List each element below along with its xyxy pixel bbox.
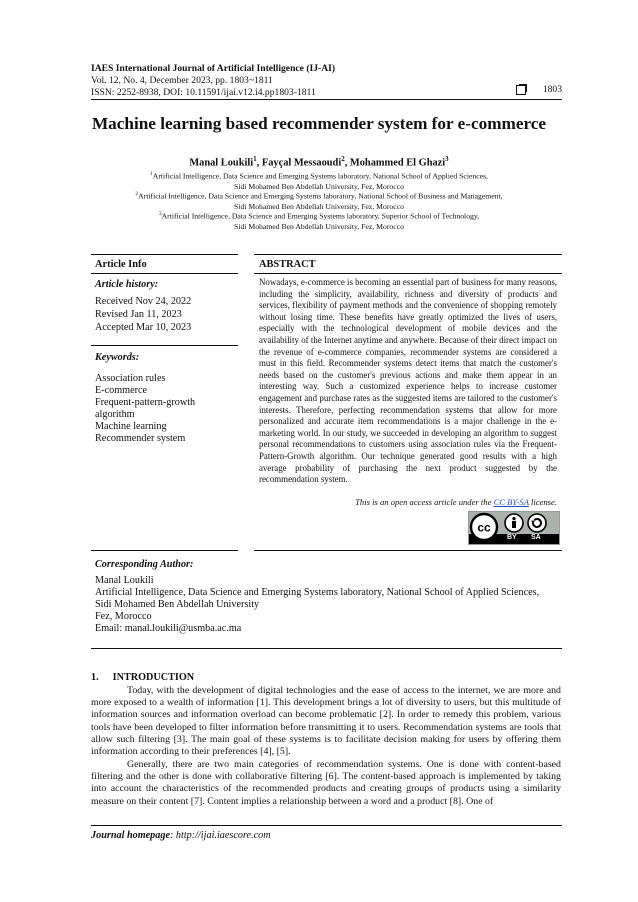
affiliation-sup: 1 [150, 171, 153, 177]
author-name: Fayçal Messaoudi [261, 157, 342, 169]
cc-by-sa-link[interactable]: CC BY-SA [493, 497, 529, 507]
keyword-item: Machine learning [95, 421, 167, 432]
keywords-heading: Keywords: [95, 352, 140, 363]
paper-title: Machine learning based recommender system for e-commerce [91, 114, 547, 133]
journal-volume: Vol. 12, No. 4, December 2023, pp. 1803~1811 [91, 75, 273, 86]
homepage-url[interactable]: : http://ijai.iaescore.com [169, 830, 271, 841]
author-name: Mohammed El Ghazi [349, 157, 446, 169]
corresponding-city: Fez, Morocco [95, 611, 152, 623]
article-info-rule [91, 273, 238, 274]
corresponding-name: Manal Loukili [95, 575, 154, 586]
author-sup: 2 [341, 155, 345, 163]
author-name: Manal Loukili [189, 157, 254, 169]
intro-paragraph-1: Today, with the development of digital technologies and the ease of access to the internet, we are more and more exposed to a wealth of information [1]. This development brings a lot of diversity to users, but this multitude of information sources and information overload can become problematic [2]. In order to remedy this problem, various tools have been developed to filter information before transmitting it to users. Recommendation systems are tools that allow such filtering [3]. The main goal of these systems is to facilitate decision making for users by offering them information according to their preferences [4], [5]. [91, 685, 561, 758]
copy-pages-icon [516, 85, 526, 95]
author-sep: , [344, 157, 350, 169]
affiliation-3 [60, 209, 578, 232]
keywords-rule [91, 345, 238, 346]
homepage-label: Journal homepage [91, 830, 170, 841]
affiliation-line: Artificial Intelligence, Data Science and Emerging Systems laboratory, National School of Business and Management, [138, 191, 503, 201]
keyword-item: Association rules [95, 373, 166, 384]
intro-number: 1. [91, 672, 99, 683]
license-prefix: This is an open access article under the [355, 497, 494, 507]
abstract-heading: ABSTRACT [259, 259, 316, 270]
author-sup: 3 [445, 155, 449, 163]
keyword-item: Frequent-pattern-growth [95, 397, 196, 408]
author-sup: 1 [253, 155, 257, 163]
history-heading: Article history: [95, 279, 159, 290]
keyword-item: Recommender system [95, 433, 186, 444]
corresponding-email: Email: manal.loukili@usmba.ac.ma [95, 623, 242, 635]
affiliation-line: Sidi Mohamed Ben Abdellah University, Fez, Morocco [234, 221, 404, 231]
header-rule [91, 99, 562, 100]
journal-homepage [91, 830, 271, 841]
journal-name: IAES International Journal of Artificial Intelligence (IJ-AI) [91, 63, 336, 74]
page-number: 1803 [542, 84, 562, 95]
corresponding-affiliation: Artificial Intelligence, Data Science and Emerging Systems laboratory, National School of Applied Sciences, [95, 587, 540, 599]
corresponding-rule [91, 648, 562, 649]
cc-by-sa-badge[interactable] [468, 511, 560, 545]
received-date: Received Nov 24, 2022 [95, 296, 192, 307]
badge-by-label: BY [507, 534, 517, 541]
author-list [0, 155, 638, 168]
abstract-rule-top [254, 254, 562, 255]
intro-paragraph-2: Generally, there are two main categories of recommendation systems. One is done with content-based filtering and the other is done with collaborative filtering [6]. The content-based approach is implemented by taking into account the characteristics of the recommended products and creating groups of products using a similarity measure on their content [7]. Content implies a relationship between a word and a product [8]. One of [91, 759, 561, 807]
footer-rule [91, 825, 562, 826]
affiliation-sup: 2 [135, 191, 139, 197]
license-suffix: license. [528, 497, 557, 507]
article-info-rule-bottom [91, 550, 238, 551]
author-sep: , [256, 157, 262, 169]
open-access-note [259, 497, 557, 507]
abstract-rule-bottom [254, 550, 562, 551]
affiliation-line: Sidi Mohamed Ben Abdellah University, Fez, Morocco [234, 201, 404, 211]
corresponding-block [95, 575, 539, 635]
affiliation-sup: 3 [158, 211, 162, 217]
corresponding-university: Sidi Mohamed Ben Abdellah University [95, 599, 260, 611]
journal-issn: ISSN: 2252-8938, DOI: 10.11591/ijai.v12.i4.pp1803-1811 [91, 87, 316, 98]
accepted-date: Accepted Mar 10, 2023 [95, 322, 192, 333]
article-info-heading: Article Info [95, 259, 147, 270]
corresponding-heading: Corresponding Author: [95, 559, 194, 570]
affiliation-line: Sidi Mohamed Ben Abdellah University, Fez, Morocco [234, 181, 404, 191]
article-info-rule-top [91, 254, 238, 255]
intro-heading [91, 672, 194, 683]
revised-date: Revised Jan 11, 2023 [95, 309, 182, 320]
abstract-rule [254, 273, 562, 274]
badge-sa-label: SA [531, 534, 541, 541]
keyword-item: algorithm [95, 409, 135, 420]
affiliation-line: Artificial Intelligence, Data Science and Emerging Systems laboratory, Superior School of Technology, [161, 211, 480, 221]
affiliation-line: Artificial Intelligence, Data Science and Emerging Systems laboratory, National School of Applied Sciences, [152, 171, 488, 181]
abstract-text: Nowadays, e-commerce is becoming an essential part of business for many reasons, including the simplicity, availability, richness and diversity of products and services, flexibility of payment methods and the convenience of shopping remotely without losing time. These benefits have greatly optimized the lives of users, especially with the technological development of mobile devices and the availability of the Internet anytime and anywhere. Because of their direct impact on the revenue of e-commerce companies, recommender systems are considered a must in this field. Recommender systems detect items that match the customer's needs based on the customer's previous actions and make them appear in an interesting way. Such a customized experience helps to increase customer engagement and purchase rates as the suggested items are tailored to the customer's interests. Therefore, perfecting recommendation systems that allow for more personalized and accurate item recommendations is a major challenge in the e-marketing world. In our study, we succeeded in developing an algorithm to suggest personal recommendations to customers using association rules via the Frequent-Pattern-Growth algorithm. Our technique generated good results with a high average probability of purchasing the next product suggested by the recommendation system. [259, 277, 557, 485]
keyword-item: E-commerce [95, 385, 148, 396]
svg-text:cc: cc [477, 520, 491, 535]
intro-title: INTRODUCTION [112, 672, 195, 683]
